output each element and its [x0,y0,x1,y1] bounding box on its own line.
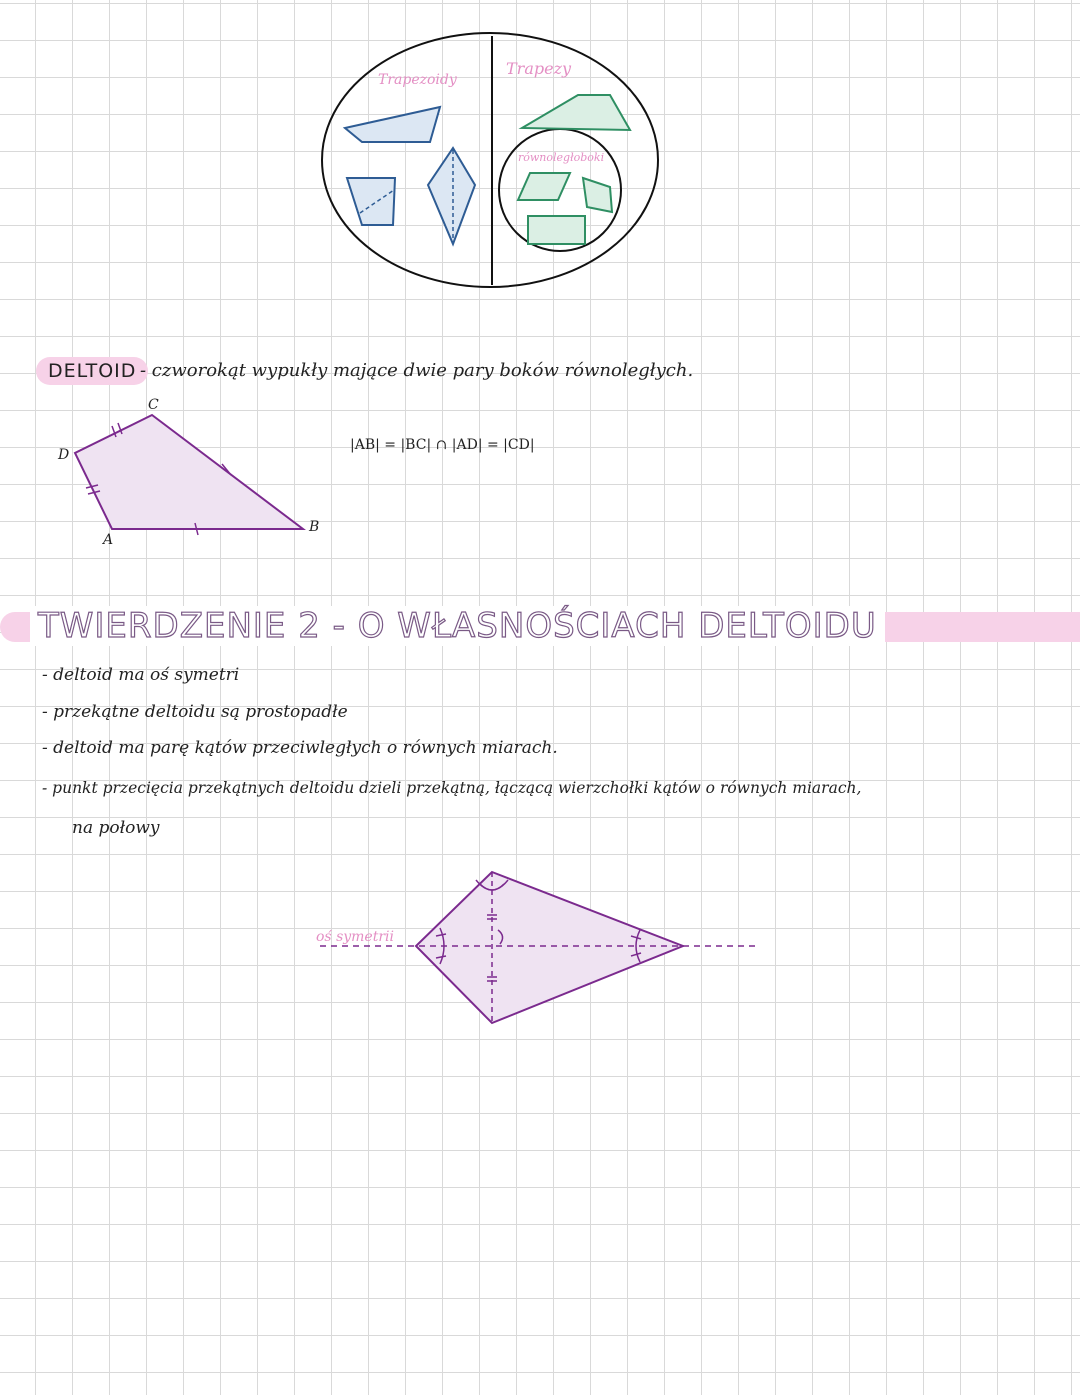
deltoid-figure [40,395,340,555]
symmetry-axis-label: oś symetrii [316,929,394,945]
definition-term: DELTOID [36,357,148,385]
kite-shape [428,148,475,244]
venn-inner-label: równoległoboki [518,151,605,164]
venn-right-label: Trapezy [506,59,572,78]
trapezium-shape [522,95,630,130]
vertex-label-a: A [103,532,114,548]
rectangle-shape [528,216,585,244]
side-equality-formula: |AB| = |BC| ∩ |AD| = |CD| [350,437,535,453]
trapezoid-shape-2 [347,178,395,225]
bullet-diagonal-bisect: - punkt przecięcia przekątnych deltoidu dzieli przekątną, łączącą wierzchołki kątów o równych miarach, [42,779,862,797]
rhombus-shape [583,178,612,212]
theorem-title: TWIERDZENIE 2 - O WŁASNOŚCIACH DELTOIDU [30,606,885,646]
bullet-perpendicular-diagonals: - przekątne deltoidu są prostopadłe [42,702,348,722]
parallelogram-shape [518,173,570,200]
deltoid-symmetry-figure [310,860,770,1035]
trapezoid-shape-1 [345,107,440,142]
vertex-label-c: C [148,397,159,413]
bullet-symmetry-axis: - deltoid ma oś symetri [42,665,240,685]
definition-text: - czworokąt wypukły mające dwie pary boków równoległych. [140,360,694,381]
bullet-diagonal-bisect-continued: na połowy [72,818,160,838]
quadrilateral-venn-diagram [300,30,680,300]
vertex-label-b: B [309,519,320,535]
vertex-label-d: D [58,447,70,463]
bullet-equal-angles: - deltoid ma parę kątów przeciwległych o równych miarach. [42,738,558,758]
venn-left-label: Trapezoidy [378,72,457,88]
